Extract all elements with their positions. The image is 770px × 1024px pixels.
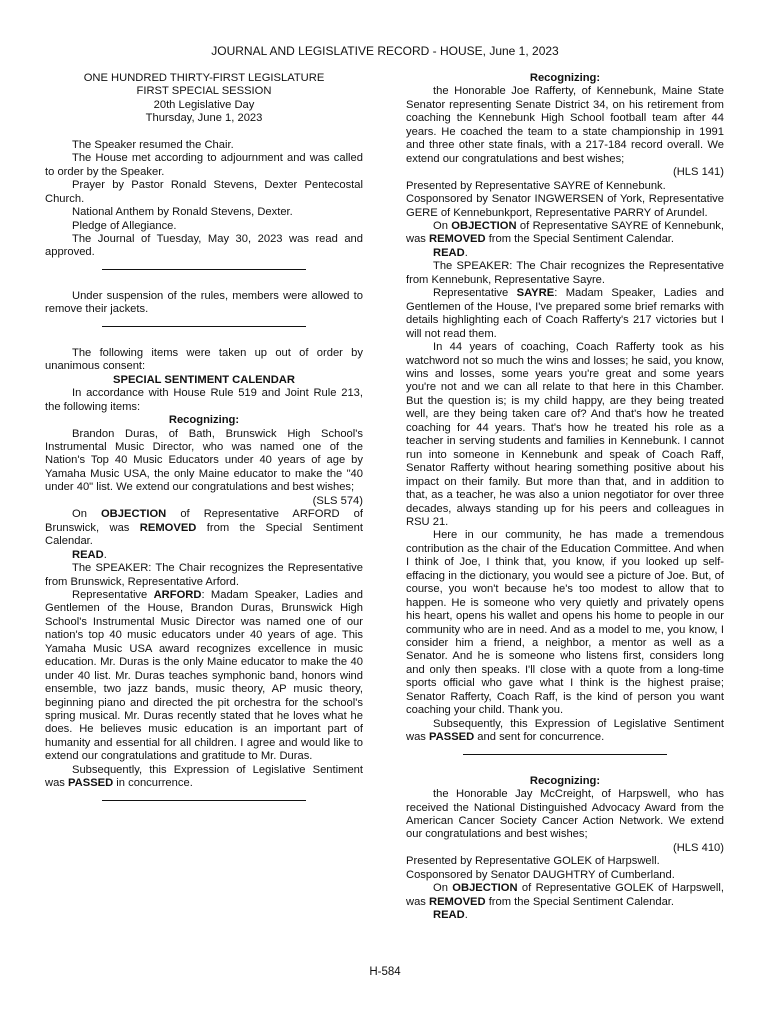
left-column xyxy=(45,72,363,821)
speaker-text: The SPEAKER: The Chair recognizes the Representative from Kennebunk, Representative Sayre. xyxy=(406,260,724,286)
sentiment-code: (HLS 410) xyxy=(673,841,724,854)
page-number: H-584 xyxy=(369,966,401,978)
right-column xyxy=(406,72,724,923)
opening-line: The Journal of Tuesday, May 30, 2023 was read and approved. xyxy=(45,232,363,259)
objection-text: On OBJECTION of Representative SAYRE of Kennebunk, was REMOVED from the Special Sentiment Calendar. xyxy=(406,219,724,246)
remarks-paragraph: Here in our community, he has made a tremendous contribution as the chair of the Education Committee. And when I think of Joe, I think that, you know, if you looked up self-effacing in the dictionary, you would see a picture of Joe. But, of course, you won't because he's too modest to allow that to happen. He is someone who very quietly and privately opens his heart, opens his wallet and opens his home to people in our community who are in need. And as a model to me, you know, I consider him a friend, a neighbor, a mentor as well as a Senator. And he is someone who listens first, considers long and only then speaks. I'll close with a quote from a long-time sports official who gave what I think is the highest praise; Senator Rafferty, Coach Raff, is the kind of person you want coaching your child. Thank you. xyxy=(406,529,724,717)
representative-remarks: Representative SAYRE: Madam Speaker, Ladies and Gentlemen of the House, I've prepared some brief remarks with details highlighting each of Coach Rafferty's 217 victories but I will not read them. xyxy=(406,287,725,340)
opening-line: The Speaker resumed the Chair. xyxy=(72,138,234,151)
read-text: READ. xyxy=(433,909,468,922)
section-divider xyxy=(463,754,667,755)
objection-text: On OBJECTION of Representative GOLEK of Harpswell, was REMOVED from the Special Sentiment Calendar. xyxy=(406,882,724,908)
legislature-title: ONE HUNDRED THIRTY-FIRST LEGISLATURE xyxy=(83,72,325,84)
cosponsored-by: Cosponsored by Senator INGWERSEN of York, Representative GERE of Kennebunkport, Representative PARRY of Arundel. xyxy=(406,193,724,219)
opening-line: Prayer by Pastor Ronald Stevens, Dexter Pentecostal Church. xyxy=(45,179,363,205)
suspension-text: Under suspension of the rules, members were allowed to remove their jackets. xyxy=(45,289,363,316)
opening-line: The House met according to adjournment and was called to order by the Speaker. xyxy=(45,152,363,178)
page-header: JOURNAL AND LEGISLATIVE RECORD - HOUSE, June 1, 2023 xyxy=(211,44,559,58)
calendar-intro: In accordance with House Rule 519 and Joint Rule 213, the following items: xyxy=(45,387,363,413)
session-title: FIRST SPECIAL SESSION xyxy=(136,85,272,98)
section-divider xyxy=(102,800,306,801)
recognizing-heading: Recognizing: xyxy=(168,414,240,427)
session-date: Thursday, June 1, 2023 xyxy=(145,112,263,125)
opening-line: National Anthem by Ronald Stevens, Dexter. xyxy=(72,206,293,219)
passed-text: Subsequently, this Expression of Legislative Sentiment was PASSED in concurrence. xyxy=(45,763,363,790)
out-of-order-text: The following items were taken up out of order by unanimous consent: xyxy=(45,346,363,373)
sentiment-code: (HLS 141) xyxy=(673,166,724,179)
calendar-heading: SPECIAL SENTIMENT CALENDAR xyxy=(113,373,295,386)
cosponsored-by: Cosponsored by Senator DAUGHTRY of Cumberland. xyxy=(406,868,675,881)
sentiment-code: (SLS 574) xyxy=(312,494,363,507)
presented-by: Presented by Representative SAYRE of Kennebunk. xyxy=(406,179,666,192)
representative-remarks: Representative ARFORD: Madam Speaker, Ladies and Gentlemen of the House, Brandon Duras, Brunswick High School's Instrumental Music Director was named one of our nation's top 40 music educators under 40 years of age. This Yamaha Music USA award recognizes excellence in music education. Mr. Duras is the only Maine educator to make the 40 under 40 list. Mr. Duras teaches symphonic band, honors wind ensemble, two jazz bands, music theory, AP music theory, beginning piano and directed the pit orchestra for the school's spring musical. Mr. Duras recently stated that he loves what he does. He believes music education is an important part of humanity and essential for all children. I agree and would like to extend our congratulations and gratitude to Mr. Duras. xyxy=(45,588,364,763)
remarks-paragraph: In 44 years of coaching, Coach Rafferty took as his watchword not so much the wins and losses; he said, you know, wins and losses, some years you're great and some years you're not and we can all relate to that here in this Chamber. But the question is; is my child happy, are they being treated well, are they being taken care of? And that's how he treated coaching for 44 years. That's how he treated his role as a teacher in serving students and families in Kennebunk. I cannot run into someone in Kennebunk and speak of Coach Raff, Senator Rafferty without hearing something positive about his impact on their family. But more than that, and in addition to that, as a teacher, he was also a union negotiator for over three decades, always standing up for his peers and colleagues in RSU 21. xyxy=(406,341,724,528)
read-text: READ. xyxy=(72,548,107,561)
sentiment-text: the Honorable Jay McCreight, of Harpswell, who has received the National Distinguished Advocacy Award from the American Cancer Society Cancer Action Network. We extend our congratulations and best wishes; xyxy=(406,788,724,841)
recognizing-heading: Recognizing: xyxy=(529,774,601,787)
passed-text: Subsequently, this Expression of Legislative Sentiment was PASSED and sent for concurrence. xyxy=(406,717,724,744)
legislative-day: 20th Legislative Day xyxy=(153,98,255,111)
section-divider xyxy=(102,269,306,270)
recognizing-heading: Recognizing: xyxy=(529,72,601,84)
sentiment-text: the Honorable Joe Rafferty, of Kennebunk, Maine State Senator representing Senate District 34, on his retirement from coaching the Kennebunk High School football team after 44 years. He coached the team to a state championship in 1991 and three other state finals, with a 217-184 record overall. We extend our congratulations and best wishes; xyxy=(406,85,724,165)
presented-by: Presented by Representative GOLEK of Harpswell. xyxy=(406,855,660,868)
section-divider xyxy=(102,326,306,327)
speaker-text: The SPEAKER: The Chair recognizes the Representative from Brunswick, Representative Arford. xyxy=(45,562,363,588)
sentiment-text: Brandon Duras, of Bath, Brunswick High School's Instrumental Music Director, who was named one of the Nation's Top 40 Music Educators under 40 years of age by Yamaha Music USA, the only Maine educator to make the "40 under 40" list. We extend our congratulations and best wishes; xyxy=(45,427,363,494)
objection-text: On OBJECTION of Representative ARFORD of Brunswick, was REMOVED from the Special Sentiment Calendar. xyxy=(45,508,363,548)
opening-line: Pledge of Allegiance. xyxy=(72,219,177,232)
read-text: READ. xyxy=(433,246,468,259)
